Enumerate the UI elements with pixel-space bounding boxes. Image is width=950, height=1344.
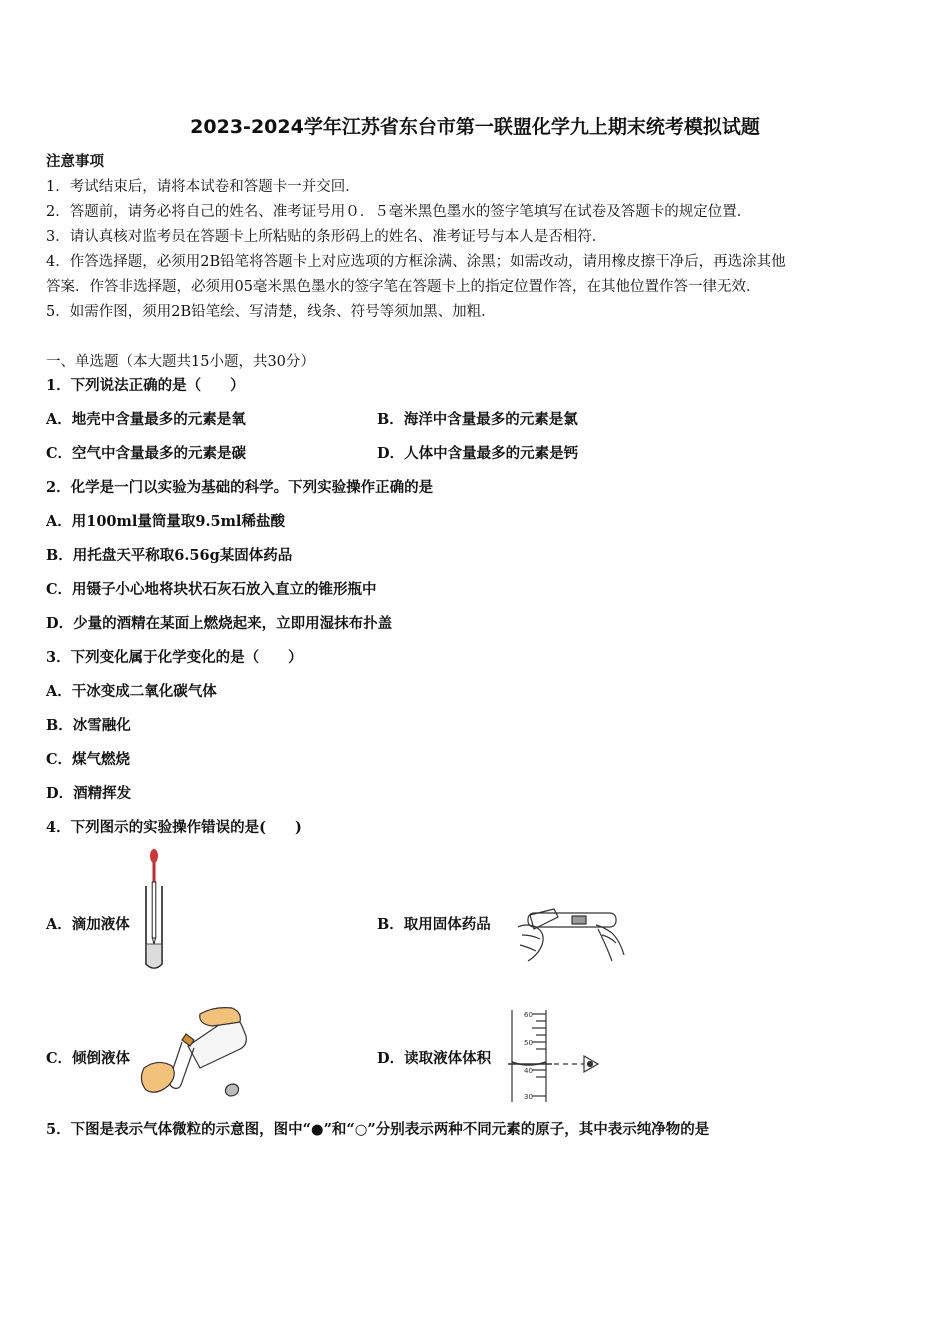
hand-test-tube-figure [512, 905, 632, 967]
reagent-bottle [188, 1019, 246, 1068]
q2-option-d: D．少量的酒精在某面上燃烧起来，立即用湿抹布扑盖 [46, 615, 393, 632]
q1-option-a: A．地壳中含量最多的元素是氧 [46, 411, 246, 428]
q3-stem: 3．下列变化属于化学变化的是（ ） [46, 649, 303, 666]
tick-label-40: 40 [524, 1067, 533, 1075]
q4-stem: 4．下列图示的实验操作错误的是( ) [46, 819, 302, 836]
q1-option-c: C．空气中含量最多的元素是碳 [46, 445, 247, 462]
q4-option-d: D．读取液体体积 [377, 1050, 492, 1067]
q4-option-b: B．取用固体药品 [377, 916, 491, 933]
tick-label-50: 50 [524, 1039, 533, 1047]
q3-option-a: A．干冰变成二氧化碳气体 [46, 683, 217, 700]
q4-option-c: C．倾倒液体 [46, 1050, 131, 1067]
notice-item-4-cont: 答案．作答非选择题，必须用05毫米黑色墨水的签字笔在答题卡上的指定位置作答，在其他位置作答一律无效． [46, 279, 761, 295]
graduated-cylinder-figure [506, 1006, 602, 1106]
dropper-test-tube-figure [136, 848, 172, 972]
notice-item-3: 3．请认真核对监考员在答题卡上所粘贴的条形码上的姓名、准考证号与本人是否相符． [46, 229, 607, 245]
notice-item-2: 2．答题前，请务必将自己的姓名、准考证号用０．５毫米黑色墨水的签字笔填写在试卷及答题卡的规定位置． [46, 204, 752, 220]
notice-item-4: 4．作答选择题，必须用2B铅笔将答题卡上对应选项的方框涂满、涂黑；如需改动，请用橡皮擦干净后，再选涂其他 [46, 254, 786, 270]
q1-option-d: D．人体中含量最多的元素是钙 [377, 445, 579, 462]
pouring-liquid-figure [138, 1006, 250, 1102]
q3-option-c: C．煤气燃烧 [46, 751, 131, 768]
q2-option-c: C．用镊子小心地将块状石灰石放入直立的锥形瓶中 [46, 581, 377, 598]
bottle-stopper [226, 1084, 239, 1096]
q1-stem: 1．下列说法正确的是（ ） [46, 377, 245, 394]
q2-option-b: B．用托盘天平称取6.56g某固体药品 [46, 547, 293, 564]
q2-stem: 2．化学是一门以实验为基础的科学。下列实验操作正确的是 [46, 479, 434, 496]
exam-title: 2023-2024学年江苏省东台市第一联盟化学九上期末统考模拟试题 [190, 116, 760, 138]
q3-option-d: D．酒精挥发 [46, 785, 132, 802]
tick-label-30: 30 [524, 1093, 533, 1101]
notice-heading: 注意事项 [46, 153, 104, 170]
notice-item-5: 5．如需作图，须用2B铅笔绘、写清楚，线条、符号等须加黑、加粗． [46, 304, 496, 320]
q4-option-a: A．滴加液体 [46, 916, 130, 933]
q1-option-b: B．海洋中含量最多的元素是氯 [377, 411, 578, 428]
q2-option-a: A．用100ml量筒量取9.5ml稀盐酸 [46, 513, 285, 530]
q3-option-b: B．冰雪融化 [46, 717, 131, 734]
tick-label-60: 60 [524, 1011, 533, 1019]
notice-item-1: 1．考试结束后，请将本试卷和答题卡一并交回． [46, 179, 360, 195]
q5-stem: 5．下图是表示气体微粒的示意图，图中“●”和“○”分别表示两种不同元素的原子，其中表示纯净物的是 [46, 1121, 710, 1138]
section-heading: 一、单选题（本大题共15小题，共30分） [46, 354, 315, 370]
dropper-bulb [150, 849, 158, 863]
